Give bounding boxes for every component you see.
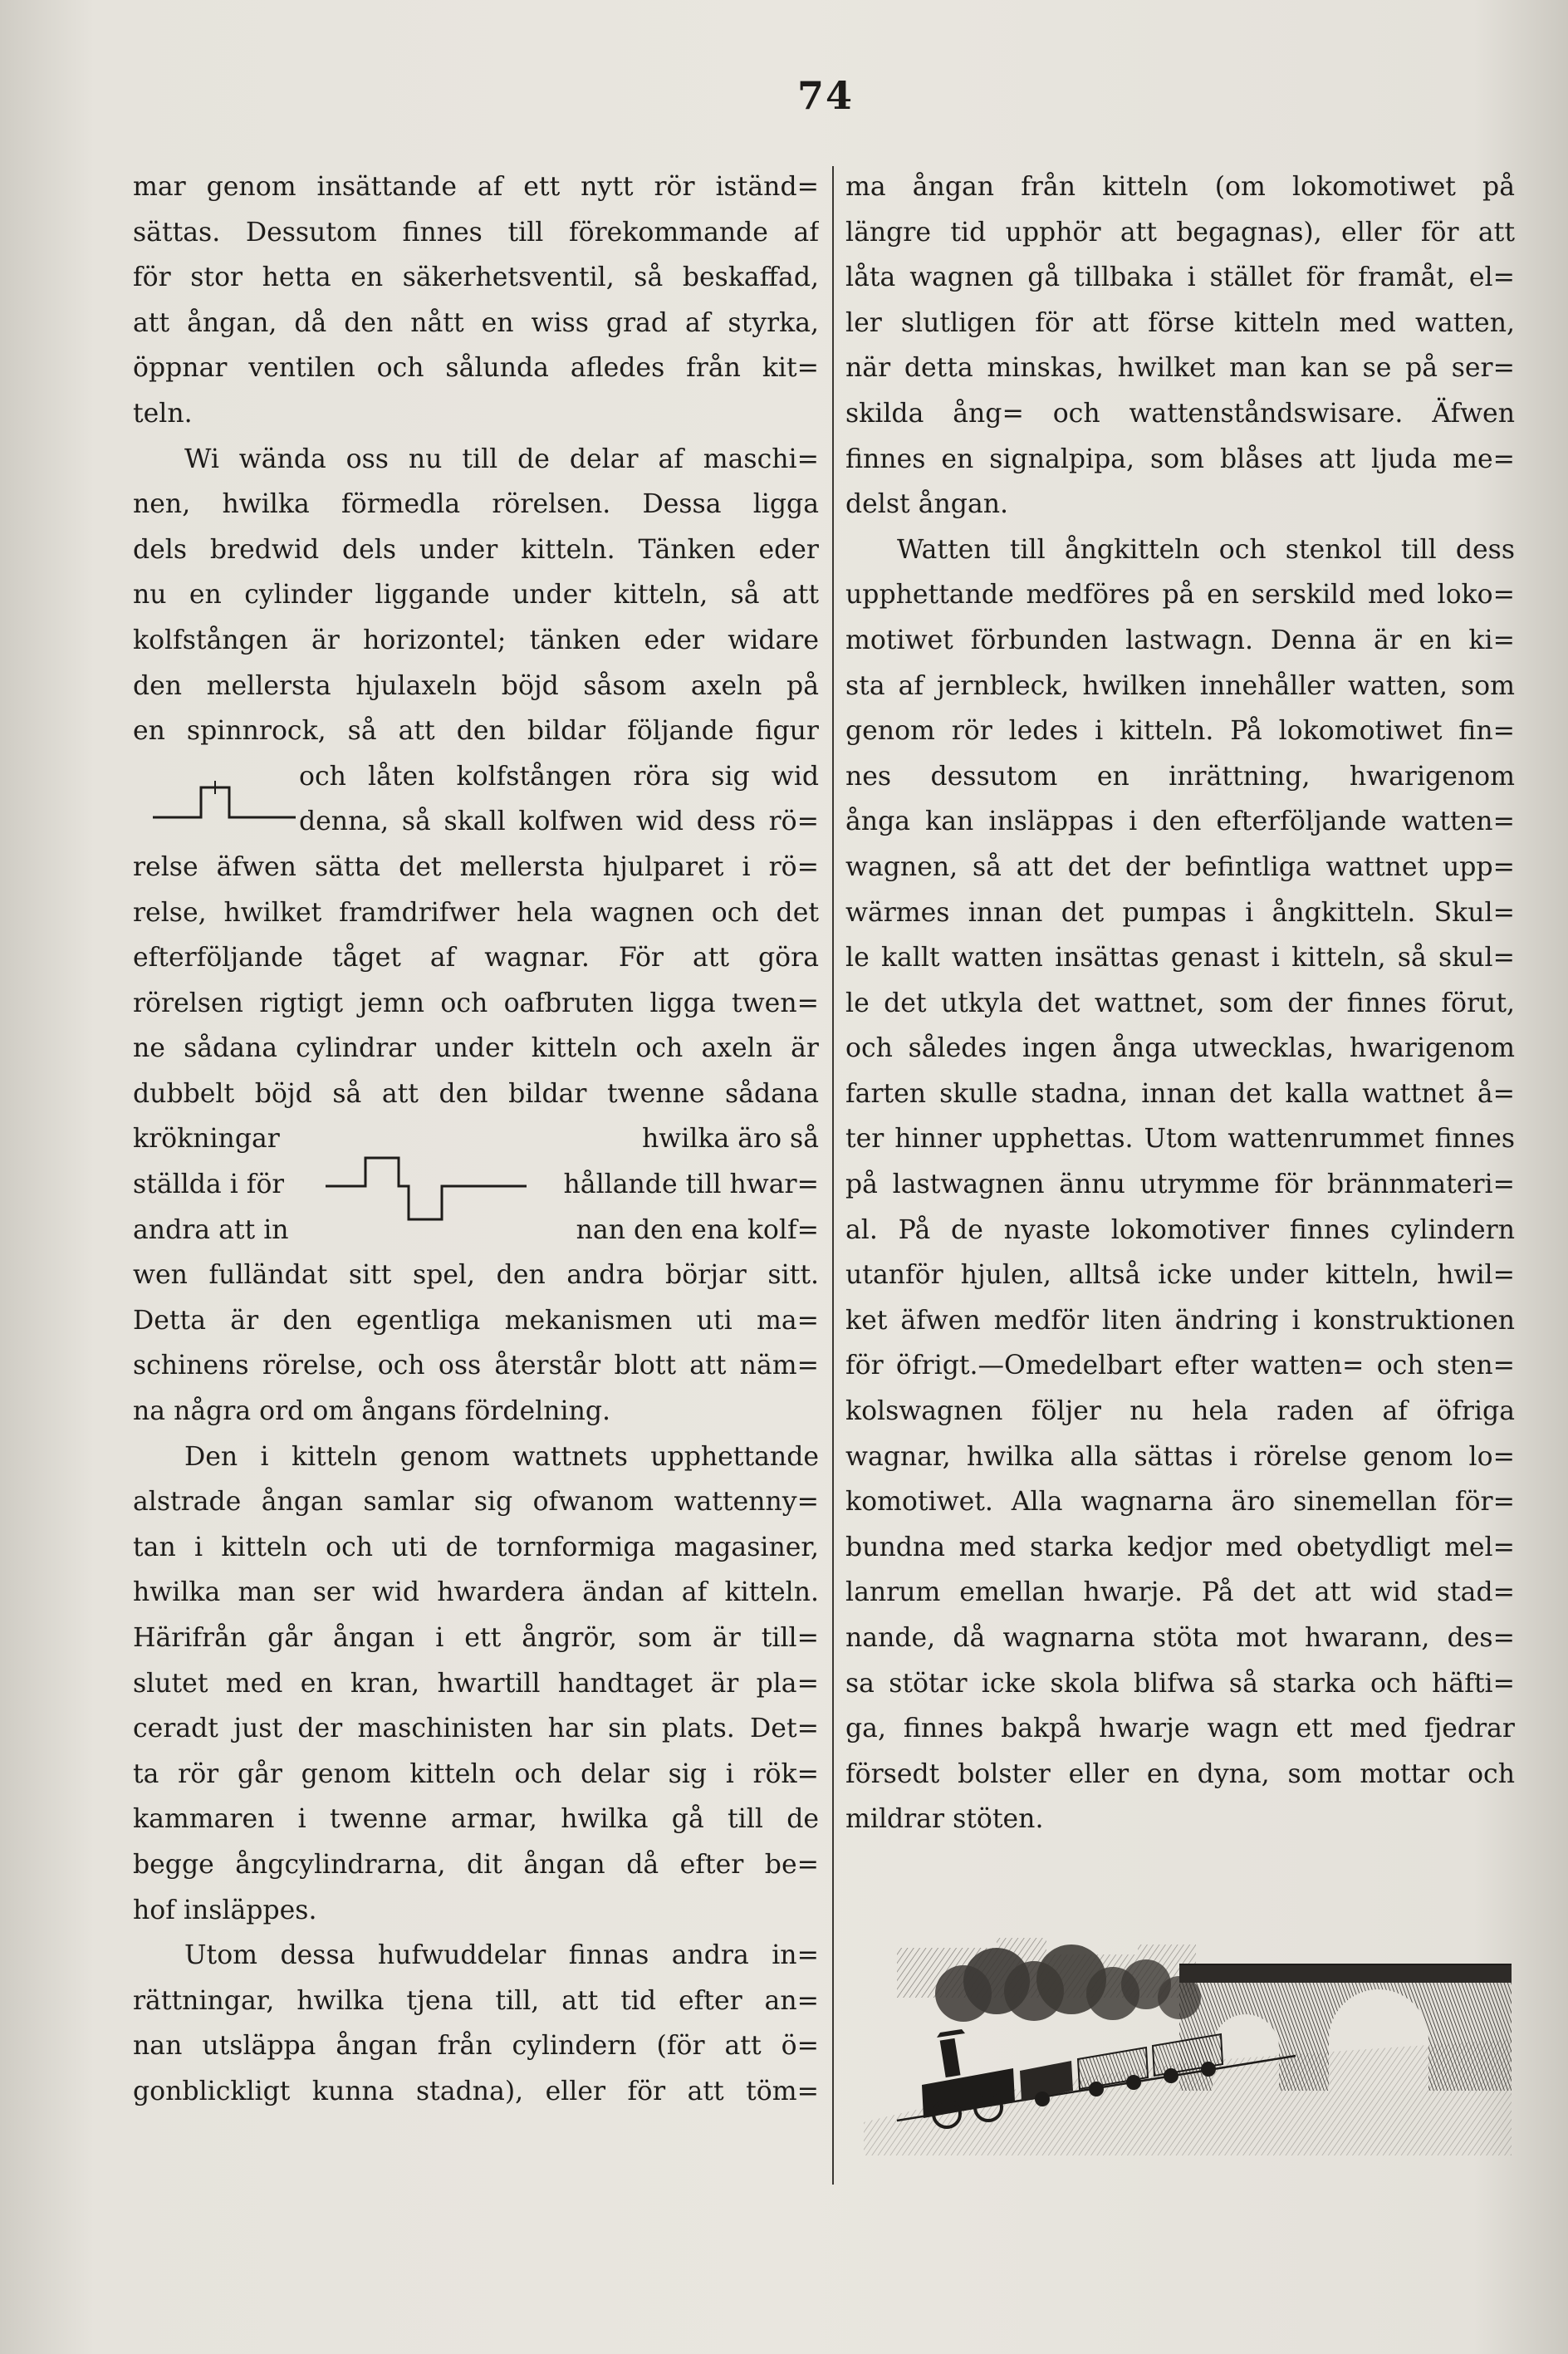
text-line: ter hinner upphettas. Utom wattenrummet finnes xyxy=(845,1124,1515,1155)
text-line: tan i kitteln och uti de tornformiga magasiner, xyxy=(133,1532,819,1562)
text-line: upphettande medföres på en serskild med loko= xyxy=(845,580,1515,611)
text-line: hållande till hwar= xyxy=(563,1170,819,1200)
text-line: na några ord om ångans fördelning. xyxy=(133,1396,611,1427)
text-line: skilda ång= och wattenståndswisare. Äfwen xyxy=(845,398,1515,429)
text-line: rättningar, hwilka tjena till, att tid efter an= xyxy=(133,1985,819,2016)
text-line: öppnar ventilen och sålunda afledes från kit= xyxy=(133,353,819,384)
text-line: Härifrån går ångan i ett ångrör, som är till= xyxy=(133,1623,819,1654)
crank-figure-block xyxy=(133,754,819,845)
text-line: wen fulländat sitt spel, den andra börjar sitt. xyxy=(133,1260,819,1291)
text-line: nes dessutom en inrättning, hwarigenom xyxy=(845,761,1515,792)
text-line: hwilka man ser wid hwardera ändan af kitteln. xyxy=(133,1577,819,1608)
text-line: och således ingen ånga utwecklas, hwarigenom xyxy=(845,1033,1515,1064)
text-line: wagnar, hwilka alla sättas i rörelse genom lo= xyxy=(845,1441,1515,1472)
text-line: lanrum emellan hwarje. På det att wid stad= xyxy=(845,1577,1515,1608)
text-line: mar genom insättande af ett nytt rör iständ= xyxy=(133,172,819,202)
text-line: komotiwet. Alla wagnarna äro sinemellan för= xyxy=(845,1487,1515,1518)
text-line: ställda i för xyxy=(133,1170,285,1200)
text-line: för stor hetta en säkerhetsventil, så beskaffad, xyxy=(133,262,819,293)
locomotive-engraving xyxy=(864,1915,1512,2155)
text-line: gonblickligt kunna stadna), eller för att töm= xyxy=(133,2076,819,2106)
text-line: finnes en signalpipa, som blåses att ljuda me= xyxy=(845,444,1515,474)
text-line: sättas. Dessutom finnes till förekommande af xyxy=(133,217,819,248)
text-line: andra att in xyxy=(133,1214,289,1245)
text-line: Utom dessa hufwuddelar finnas andra in= xyxy=(184,1940,819,1971)
text-line: nan den ena kolf= xyxy=(576,1214,819,1245)
text-line: nen, hwilka förmedla rörelsen. Dessa ligga xyxy=(133,489,819,520)
text-line: krökningar xyxy=(133,1124,280,1155)
double-crank-figure xyxy=(322,1150,530,1233)
text-line: sa stötar icke skola blifwa så starka och häfti= xyxy=(845,1668,1515,1699)
left-column xyxy=(133,164,819,2115)
text-line: försedt bolster eller en dyna, som mottar och xyxy=(845,1758,1515,1789)
text-line: mildrar stöten. xyxy=(845,1804,1044,1835)
text-line: ler slutligen för att förse kitteln med watten, xyxy=(845,307,1515,338)
text-line: bundna med starka kedjor med obetydligt mel= xyxy=(845,1532,1515,1562)
text-line: efterföljande tåget af wagnar. För att göra xyxy=(133,943,819,973)
text-line: Watten till ångkitteln och stenkol till dess xyxy=(897,534,1515,565)
text-line: utanför hjulen, alltså icke under kitteln, hwil= xyxy=(845,1260,1515,1291)
text-line: Wi wända oss nu till de delar af maschi= xyxy=(184,444,819,474)
text-line: ceradt just der maschinisten har sin plats. Det= xyxy=(133,1714,819,1744)
text-line: kammaren i twenne armar, hwilka gå till de xyxy=(133,1804,819,1835)
text-line: teln. xyxy=(133,398,193,429)
text-line: le det utkyla det wattnet, som der finnes förut, xyxy=(845,988,1515,1018)
text-line: al. På de nyaste lokomotiver finnes cylindern xyxy=(845,1214,1515,1245)
column-divider xyxy=(832,166,834,2185)
text-line: ga, finnes bakpå hwarje wagn ett med fjedrar xyxy=(845,1714,1515,1744)
text-line: ne sådana cylindrar under kitteln och axeln är xyxy=(133,1033,819,1064)
text-line: schinens rörelse, och oss återstår blott att näm= xyxy=(133,1351,819,1381)
text-line: nande, då wagnarna stöta mot hwarann, des= xyxy=(845,1623,1515,1653)
text-line: kolswagnen följer nu hela raden af öfriga xyxy=(845,1396,1515,1427)
text-line: hwilka äro så xyxy=(641,1124,819,1155)
text-line: att ångan, då den nått en wiss grad af styrka, xyxy=(133,307,819,338)
text-line: denna, så skall kolfwen wid dess rö= xyxy=(299,807,819,837)
text-line: slutet med en kran, hwartill handtaget är pla= xyxy=(133,1668,819,1699)
text-line: begge ångcylindrarna, dit ångan då efter be= xyxy=(133,1849,819,1880)
text-line: ånga kan insläppas i den efterföljande watten= xyxy=(845,807,1515,837)
text-line: ta rör går genom kitteln och delar sig i rök= xyxy=(133,1758,819,1789)
text-line: ma ångan från kitteln (om lokomotiwet på xyxy=(845,172,1515,202)
text-line: dubbelt böjd så att den bildar twenne sådana xyxy=(133,1078,819,1109)
text-line: dels bredwid dels under kitteln. Tänken eder xyxy=(133,534,819,565)
text-line: nan utsläppa ångan från cylindern (för att ö= xyxy=(133,2031,819,2062)
text-line: rörelsen rigtigt jemn och oafbruten ligga twen= xyxy=(133,988,819,1018)
text-line: för öfrigt.—Omedelbart efter watten= och sten= xyxy=(845,1351,1515,1381)
double-crank-figure-block xyxy=(133,1116,819,1253)
single-crank-figure xyxy=(149,769,299,836)
text-line: relse, hwilket framdrifwer hela wagnen och det xyxy=(133,897,819,928)
text-line: farten skulle stadna, innan det kalla wattnet å= xyxy=(845,1078,1515,1109)
text-line: när detta minskas, hwilket man kan se på ser= xyxy=(845,353,1515,384)
text-line: längre tid upphör att begagnas), eller för att xyxy=(845,217,1515,248)
text-line: wagnen, så att det der befintliga wattnet upp= xyxy=(845,851,1515,882)
text-line: le kallt watten insättas genast i kitteln, så skul= xyxy=(845,943,1515,973)
text-line: på lastwagnen ännu utrymme för brännmateri= xyxy=(845,1170,1515,1200)
text-line: hof insläppes. xyxy=(133,1895,317,1925)
text-line: delst ångan. xyxy=(845,489,1009,520)
text-line: sta af jernbleck, hwilken innehåller watten, som xyxy=(845,670,1515,701)
text-line: motiwet förbunden lastwagn. Denna är en ki= xyxy=(845,625,1515,655)
text-line: en spinnrock, så att den bildar följande figur xyxy=(133,716,819,747)
page-number: 74 xyxy=(797,73,855,118)
text-line: nu en cylinder liggande under kitteln, så att xyxy=(133,580,819,611)
text-line: låta wagnen gå tillbaka i stället för framåt, el= xyxy=(845,262,1515,293)
text-line: genom rör ledes i kitteln. På lokomotiwet fin= xyxy=(845,716,1515,747)
text-line: den mellersta hjulaxeln böjd såsom axeln på xyxy=(133,670,819,701)
text-line: wärmes innan det pumpas i ångkitteln. Skul= xyxy=(845,897,1515,928)
text-line: Den i kitteln genom wattnets upphettande xyxy=(184,1441,819,1472)
text-line: Detta är den egentliga mekanismen uti ma= xyxy=(133,1305,819,1336)
text-line: och låten kolfstången röra sig wid xyxy=(299,761,819,792)
right-column xyxy=(845,164,1515,1842)
text-line: alstrade ångan samlar sig ofwanom wattenny= xyxy=(133,1487,819,1518)
text-line: relse äfwen sätta det mellersta hjulparet i rö= xyxy=(133,851,819,882)
text-line: ket äfwen medför liten ändring i konstruktionen xyxy=(845,1305,1515,1336)
text-line: kolfstången är horizontel; tänken eder widare xyxy=(133,625,819,655)
